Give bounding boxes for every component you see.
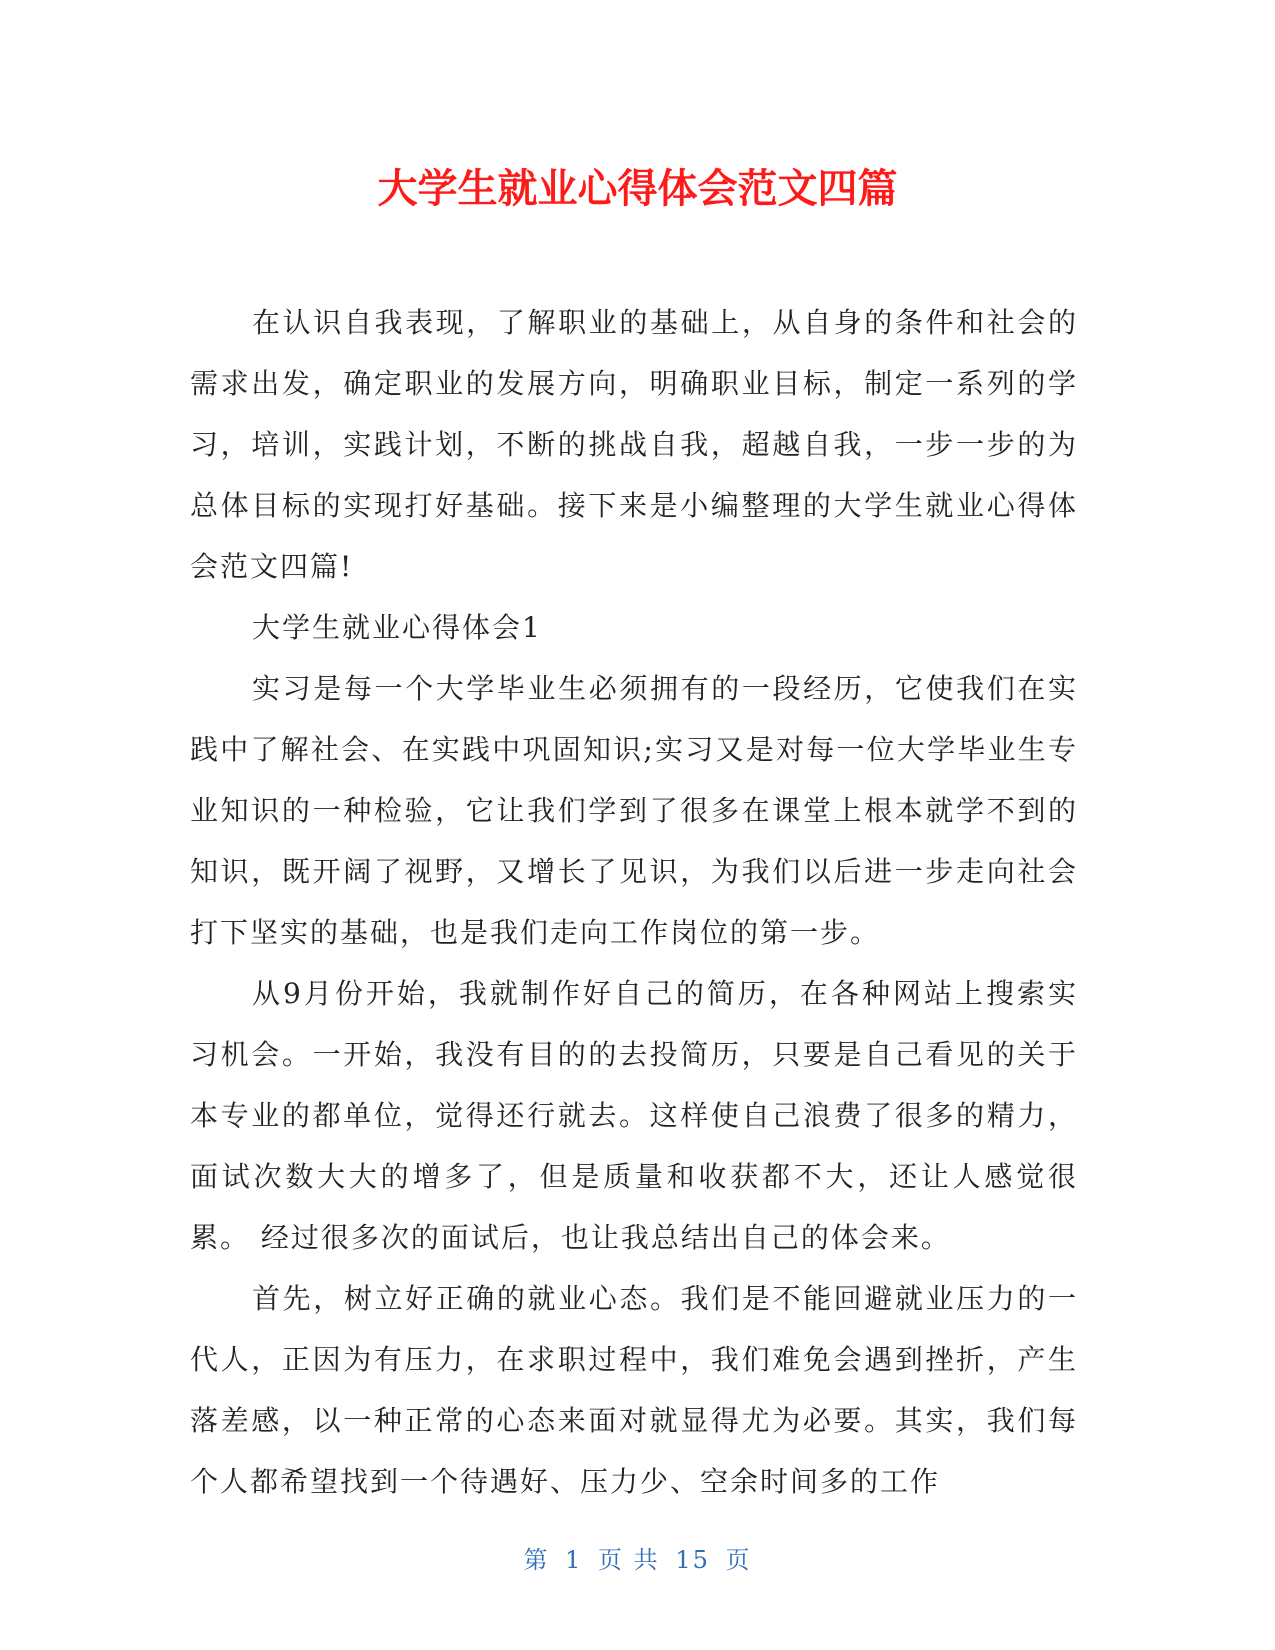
current-page-number: 1	[565, 1546, 583, 1574]
footer-prefix: 第	[523, 1546, 550, 1574]
footer-suffix: 页	[725, 1546, 752, 1574]
body-paragraph: 实习是每一个大学毕业生必须拥有的一段经历，它使我们在实践中了解社会、在实践中巩固知识;实习又是对每一位大学毕业生专业知识的一种检验，它让我们学到了很多在课堂上根本就学不到的知识，既开阔了视野，又增长了见识，为我们以后进一步走向社会打下坚实的基础，也是我们走向工作岗位的第一步。	[190, 672, 1078, 949]
document-title: 大学生就业心得体会范文四篇	[377, 166, 898, 212]
intro-paragraph: 在认识自我表现，了解职业的基础上，从自身的条件和社会的需求出发，确定职业的发展方向，明确职业目标，制定一系列的学习，培训，实践计划，不断的挑战自我，超越自我，一步一步的为总体目标的实现打好基础。接下来是小编整理的大学生就业心得体会范文四篇!	[190, 306, 1078, 583]
total-page-count: 15	[675, 1546, 710, 1574]
section-heading: 大学生就业心得体会1	[252, 611, 542, 644]
document-body	[190, 292, 1078, 1512]
page-number-footer	[0, 1545, 1275, 1575]
body-paragraph: 从9月份开始，我就制作好自己的简历，在各种网站上搜索实习机会。一开始，我没有目的的去投简历，只要是自己看见的关于本专业的都单位，觉得还行就去。这样使自己浪费了很多的精力，面试次数大大的增多了，但是质量和收获都不大，还让人感觉很累。 经过很多次的面试后，也让我总结出自己的体会来。	[190, 977, 1078, 1254]
body-paragraph: 首先，树立好正确的就业心态。我们是不能回避就业压力的一代人，正因为有压力，在求职过程中，我们难免会遇到挫折，产生落差感，以一种正常的心态来面对就显得尤为必要。其实，我们每个人都希望找到一个待遇好、压力少、空余时间多的工作	[190, 1282, 1078, 1498]
footer-middle: 页 共	[598, 1546, 660, 1574]
